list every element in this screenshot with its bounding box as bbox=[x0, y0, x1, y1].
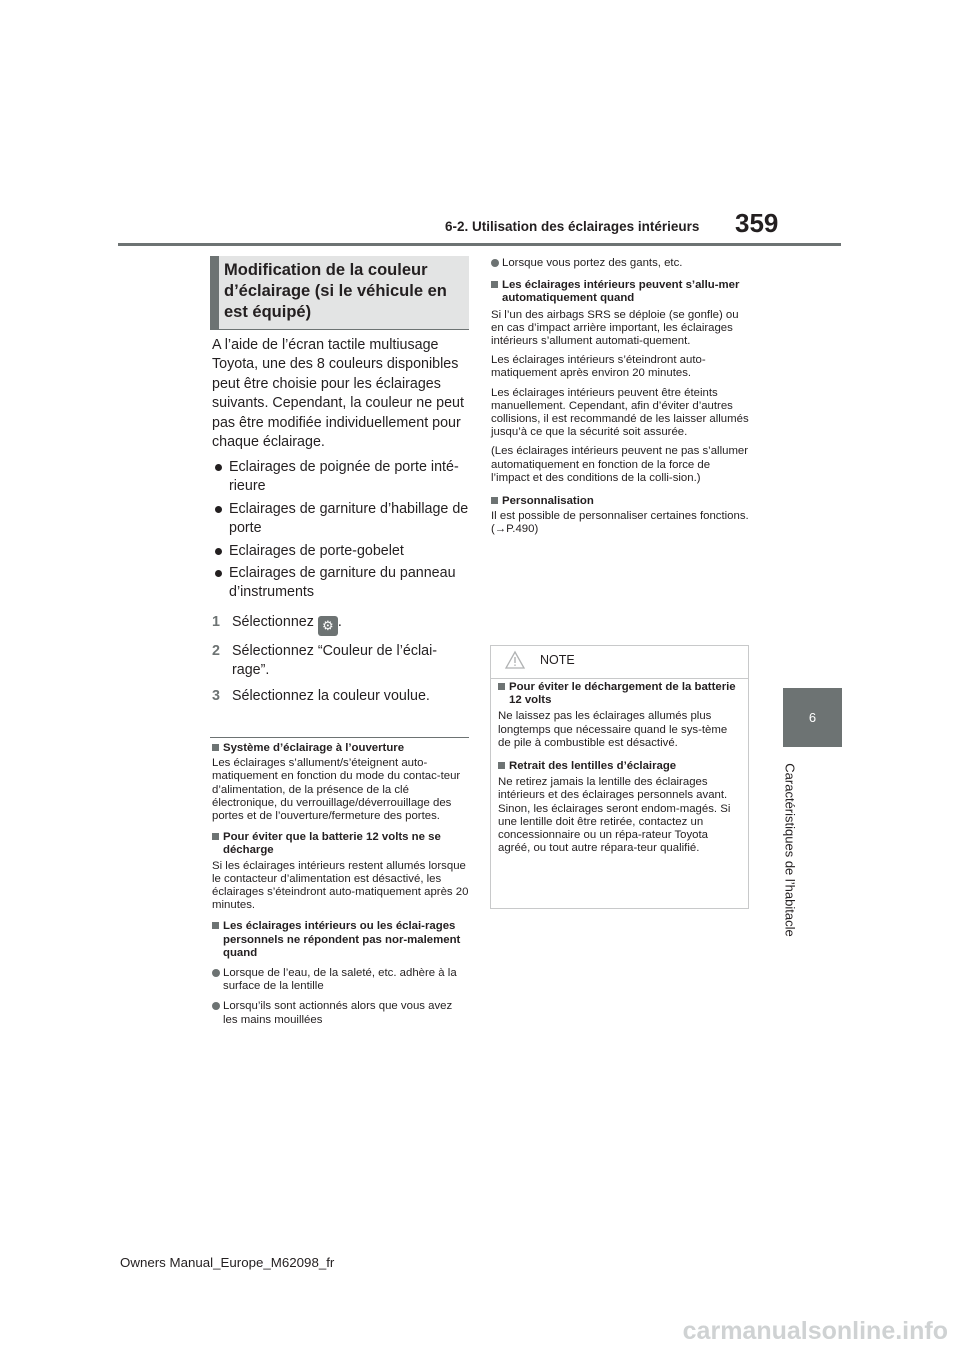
list-item: Lorsque de l’eau, de la saleté, etc. adhère à la surface de la lentille bbox=[212, 967, 469, 993]
note-item1-text: Ne laissez pas les éclairages allumés plus longtemps que nécessaire quand le sys-tème de pile à combustible est désactivé. bbox=[498, 710, 728, 749]
note-item2-title: Retrait des lentilles d’éclairage bbox=[498, 760, 741, 773]
battery-text: Si les éclairages intérieurs restent allumés lorsque le contacteur d’alimentation est désactivé, les éclairages s’éteindront auto-matiquement après 20 minutes. bbox=[212, 859, 469, 912]
watermark bbox=[0, 1315, 960, 1358]
notes-divider bbox=[210, 737, 469, 738]
auto-paragraph: Si l’un des airbags SRS se déploie (se gonfle) ou en cas d’impact arrière important, les éclairages intérieurs s’allument automati-quement. bbox=[491, 308, 739, 348]
step-text: Sélectionnez la couleur voulue. bbox=[232, 687, 430, 704]
custom-title: Personnalisation bbox=[491, 495, 750, 508]
note-item1-title: Pour éviter le déchargement de la batterie 12 volts bbox=[498, 681, 741, 707]
warning-triangle-icon bbox=[504, 650, 526, 670]
gear-icon: ⚙ bbox=[318, 616, 338, 636]
chapter-title-text: Caractéristiques de l’habitacle bbox=[782, 762, 798, 937]
chapter-number: 6 bbox=[808, 710, 817, 725]
page-number: 359 bbox=[735, 208, 779, 238]
step-number: 3 bbox=[212, 687, 220, 704]
list-item: Eclairages de garniture du panneau d’instruments bbox=[212, 564, 469, 603]
step-text: Sélectionnez bbox=[232, 614, 314, 630]
malfunction-title: Les éclairages intérieurs ou les éclai-rages personnels ne répondent pas nor-malement quand bbox=[212, 920, 469, 960]
list-item: Lorsqu’ils sont actionnés alors que vous avez les mains mouillées bbox=[212, 1000, 469, 1026]
step-number: 1 bbox=[212, 614, 220, 630]
step-2 bbox=[212, 642, 450, 681]
opening-title: Système d’éclairage à l’ouverture bbox=[212, 742, 469, 755]
intro-paragraph: A l’aide de l’écran tactile multiusage Toyota, une des 8 couleurs disponibles peut être choisie pour les éclairages suivants. Cependant, la couleur ne peut pas être modifiée individuellement pour chaque éclairage. bbox=[212, 337, 464, 451]
footer-manual-id: Owners Manual_Europe_M62098_fr bbox=[120, 1255, 335, 1270]
step-3 bbox=[212, 687, 469, 706]
chapter-tab bbox=[783, 688, 842, 747]
battery-title: Pour éviter que la batterie 12 volts ne se décharge bbox=[212, 831, 469, 857]
right-notes bbox=[491, 257, 750, 537]
step-text: Sélectionnez “Couleur de l’éclai-rage”. bbox=[232, 643, 438, 679]
opening-text: Les éclairages s’allument/s’éteignent auto-matiquement en fonction du mode du contac-teur d’alimentation, de la présence de la clé électronique, du verrouillage/déverrouillage des portes et de l’ouverture/fermeture des portes. bbox=[212, 757, 461, 823]
list-item: Lorsque vous portez des gants, etc. bbox=[491, 257, 750, 270]
auto-paragraph: (Les éclairages intérieurs peuvent ne pas s’allumer automatiquement en fonction de la force de l’impact et des conditions de la colli-sion.) bbox=[491, 445, 749, 484]
note-body bbox=[498, 681, 741, 855]
intro-block bbox=[212, 336, 469, 452]
section-heading-bar bbox=[210, 256, 219, 329]
note-header bbox=[491, 646, 748, 679]
steps-list bbox=[212, 613, 469, 706]
left-notes bbox=[212, 742, 469, 1027]
auto-paragraph: Les éclairages intérieurs s’éteindront auto-matiquement après environ 20 minutes. bbox=[491, 354, 706, 380]
auto-title: Les éclairages intérieurs peuvent s’allu-mer automatiquement quand bbox=[491, 279, 750, 305]
note-box bbox=[490, 645, 749, 909]
section-heading bbox=[210, 256, 469, 329]
chapter-title bbox=[775, 757, 805, 942]
section-heading-title: Modification de la couleur d’éclairage (si le véhicule en est équipé) bbox=[224, 261, 447, 321]
step-1 bbox=[212, 613, 469, 636]
note-label: NOTE bbox=[540, 653, 575, 667]
note-item2-text: Ne retirez jamais la lentille des éclairages intérieurs et des éclairages personnels avant. Sinon, les éclairages seront endom-magés. Si une lentille doit être retirée, contactez un concessionnaire ou un répa-rateur Toyota agréé, ou tout autre répara-teur qualifié. bbox=[498, 776, 731, 855]
section-heading-rule bbox=[210, 329, 469, 330]
step-suffix: . bbox=[337, 614, 342, 630]
list-item: Eclairages de garniture d’habillage de porte bbox=[212, 500, 469, 539]
step-number: 2 bbox=[212, 643, 220, 659]
custom-text: Il est possible de personnaliser certaines fonctions. (→P.490) bbox=[491, 510, 749, 536]
list-item: Eclairages de porte-gobelet bbox=[212, 542, 469, 561]
light-list bbox=[212, 458, 469, 603]
header-rule bbox=[118, 243, 841, 246]
watermark-text: carmanualsonline.info bbox=[682, 1317, 948, 1345]
list-item: Eclairages de poignée de porte inté-rieure bbox=[212, 458, 469, 497]
auto-paragraph: Les éclairages intérieurs peuvent être éteints manuellement. Cependant, afin d’éviter d’autres collisions, il est recommandé de les laisser allumés jusqu’à ce que la sécurité soit assurée. bbox=[491, 386, 749, 439]
header-section-title: 6-2. Utilisation des éclairages intérieurs bbox=[445, 219, 700, 234]
